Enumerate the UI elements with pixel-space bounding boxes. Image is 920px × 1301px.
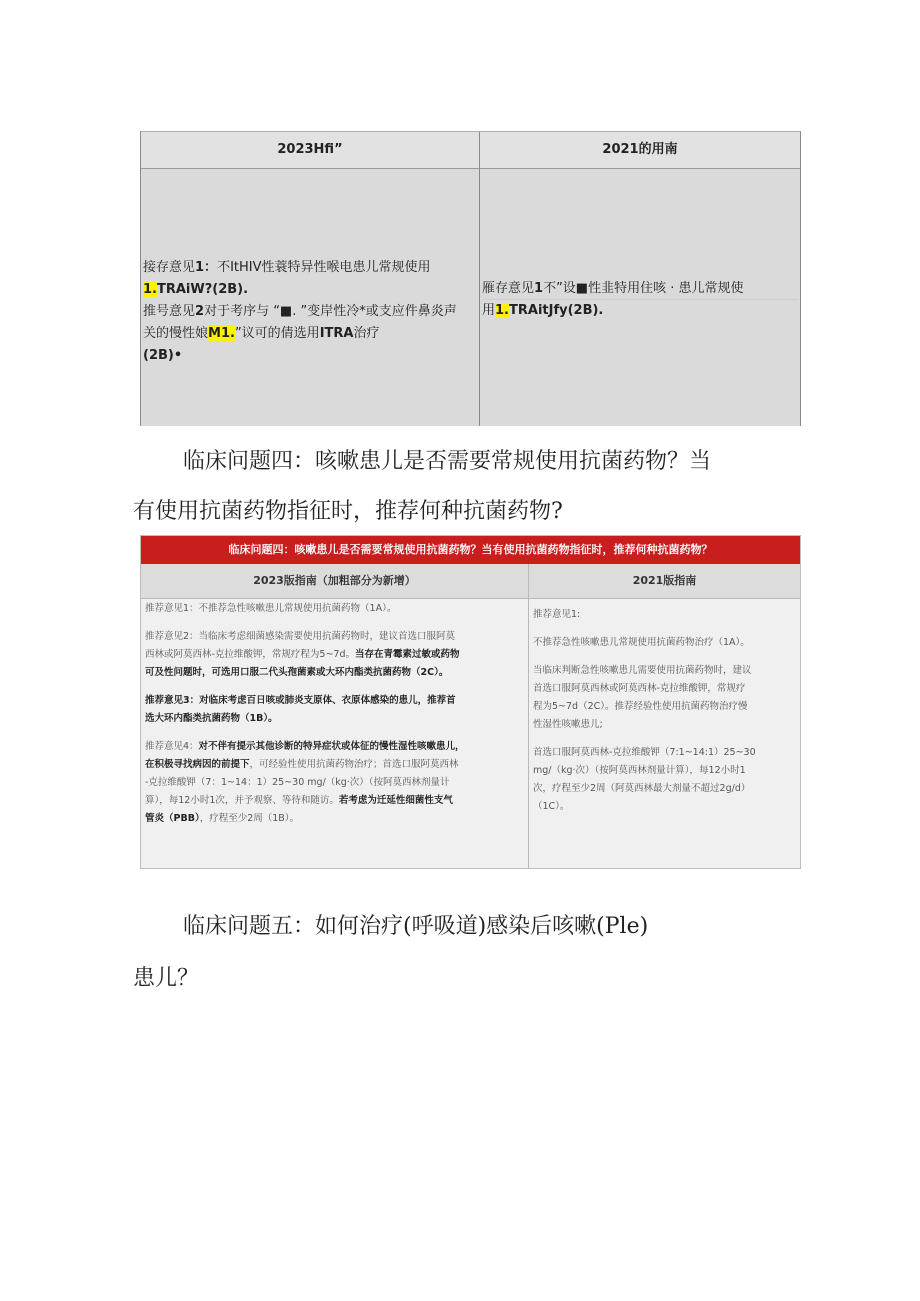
- table2-left-rec-4-line-5: 管炎（PBB），疗程至少2周（1B）。: [145, 813, 300, 824]
- table2-right-rec-3-line-3: 次，疗程至少2周（阿莫西林最大剂量不超过2g/d）: [533, 783, 751, 794]
- table1-column-divider: [479, 132, 480, 426]
- table2-right-rec-2-line-1: 当临床判断急性咳嗽患儿需要使用抗菌药物时，建议: [533, 665, 752, 676]
- table2-right-rec-3-line-2: mg/（kg·次）（按阿莫西林剂量计算），每12小时1: [533, 765, 746, 776]
- table2-left-rec-2-line-1: 推荐意见2：当临床考虑细菌感染需要使用抗菌药物时，建议首选口服阿莫: [145, 631, 456, 642]
- table2-left-rec-4-line-4: 算），每12小时1次，并予观察、等待和随访。若考虑为迁延性细菌性支气: [145, 795, 453, 806]
- table1-cell-left: [143, 257, 477, 367]
- paragraph-question-4-line-1: 临床问题四：咳嗽患儿是否需要常规使用抗菌药物？当: [183, 449, 712, 474]
- paragraph-question-5-line-2: 患儿？: [133, 966, 200, 991]
- guideline-comparison-table-1: [140, 131, 801, 426]
- table2-right-rec-3-line-4: （1C）。: [533, 801, 570, 812]
- table2-left-rec-4-line-1: 推荐意见4：对不伴有提示其他诊断的特异症状或体征的慢性湿性咳嗽患儿，: [145, 741, 465, 752]
- table1-left-line-5: (2B)•: [143, 348, 183, 363]
- table2-banner: 临床问题四：咳嗽患儿是否需要常规使用抗菌药物？当有使用抗菌药物指征时，推荐何种抗菌药物？: [141, 536, 800, 564]
- table1-cell-right: [482, 278, 798, 322]
- table2-right-rec-2-line-2: 首选口服阿莫西林或阿莫西林-克拉维酸钾，常规疗: [533, 683, 746, 694]
- table2-cell-right: [533, 606, 795, 816]
- table2-left-rec-2-line-3: 可及性问题时，可选用口服二代头孢菌素或大环内酯类抗菌药物（2C）。: [145, 667, 449, 678]
- table1-header-left: 2023Hfi”: [141, 132, 480, 169]
- table2-left-rec-3-line-1: 推荐意见3：对临床考虑百日咳或肺炎支原体、衣原体感染的患儿，推荐首: [145, 695, 456, 706]
- table2-right-rec-3-line-1: 首选口服阿莫西林-克拉维酸钾（7:1~14:1）25~30: [533, 747, 756, 758]
- table2-header-left: 2023版指南（加粗部分为新增）: [141, 564, 529, 599]
- paragraph-question-4-line-2: 有使用抗菌药物指征时，推荐何种抗菌药物?: [133, 499, 563, 524]
- table2-left-rec-2-line-2: 西林或阿莫西林-克拉维酸钾，常规疗程为5~7d。当存在青霉素过敏或药物: [145, 649, 460, 660]
- table2-right-rec-2-line-3: 程为5~7d（2C）。推荐经验性使用抗菌药物治疗慢: [533, 701, 748, 712]
- table1-left-line-1: 接存意见1：不ItHIV性蓑特异性喉电患儿常规使用: [143, 260, 431, 275]
- table2-cell-left: [145, 600, 525, 828]
- table2-left-rec-1: 推荐意见1：不推荐急性咳嗽患儿常规使用抗菌药物（1A）。: [145, 603, 397, 614]
- table2-left-rec-3-line-2: 选大环内酯类抗菌药物（1B）。: [145, 713, 278, 724]
- table1-right-line-1: 雁存意见1不”设■性韭特用住咳 · 患儿常规使: [482, 281, 744, 296]
- table1-left-line-2: 1.TRAiW?(2B).: [143, 282, 249, 297]
- table2-column-divider: [528, 564, 529, 868]
- guideline-comparison-table-2: [140, 535, 801, 869]
- table2-right-rec-1: 不推荐急性咳嗽患儿常规使用抗菌药物治疗（1A）。: [533, 637, 750, 648]
- table2-right-rec-2-line-4: 性湿性咳嗽患儿;: [533, 719, 603, 730]
- table1-header-right: 2021的用南: [480, 132, 800, 169]
- table1-left-line-3: 推号意见2对于考序与 “■. ”变岸性冷*或支应件鼻炎声: [143, 304, 457, 319]
- paragraph-question-5-line-1: 临床问题五：如何治疗(呼吸道)感染后咳嗽(Ple): [183, 914, 649, 939]
- table2-left-rec-4-line-2: 在积极寻找病因的前提下，可经验性使用抗菌药物治疗；首选口服阿莫西林: [145, 759, 459, 770]
- table2-right-rec-1-label: 推荐意见1:: [533, 609, 581, 620]
- table1-left-line-4: 关的慢性娘M1.”议可的倩选用ITRA治疗: [143, 326, 380, 341]
- table1-right-line-2: 用1.TRAitJfy(2B).: [482, 303, 604, 318]
- table2-header-right: 2021版指南: [529, 564, 800, 599]
- table2-left-rec-4-line-3: -克拉维酸钾（7：1~14：1）25~30 mg/（kg·次）（按阿莫西林剂量计: [145, 777, 450, 788]
